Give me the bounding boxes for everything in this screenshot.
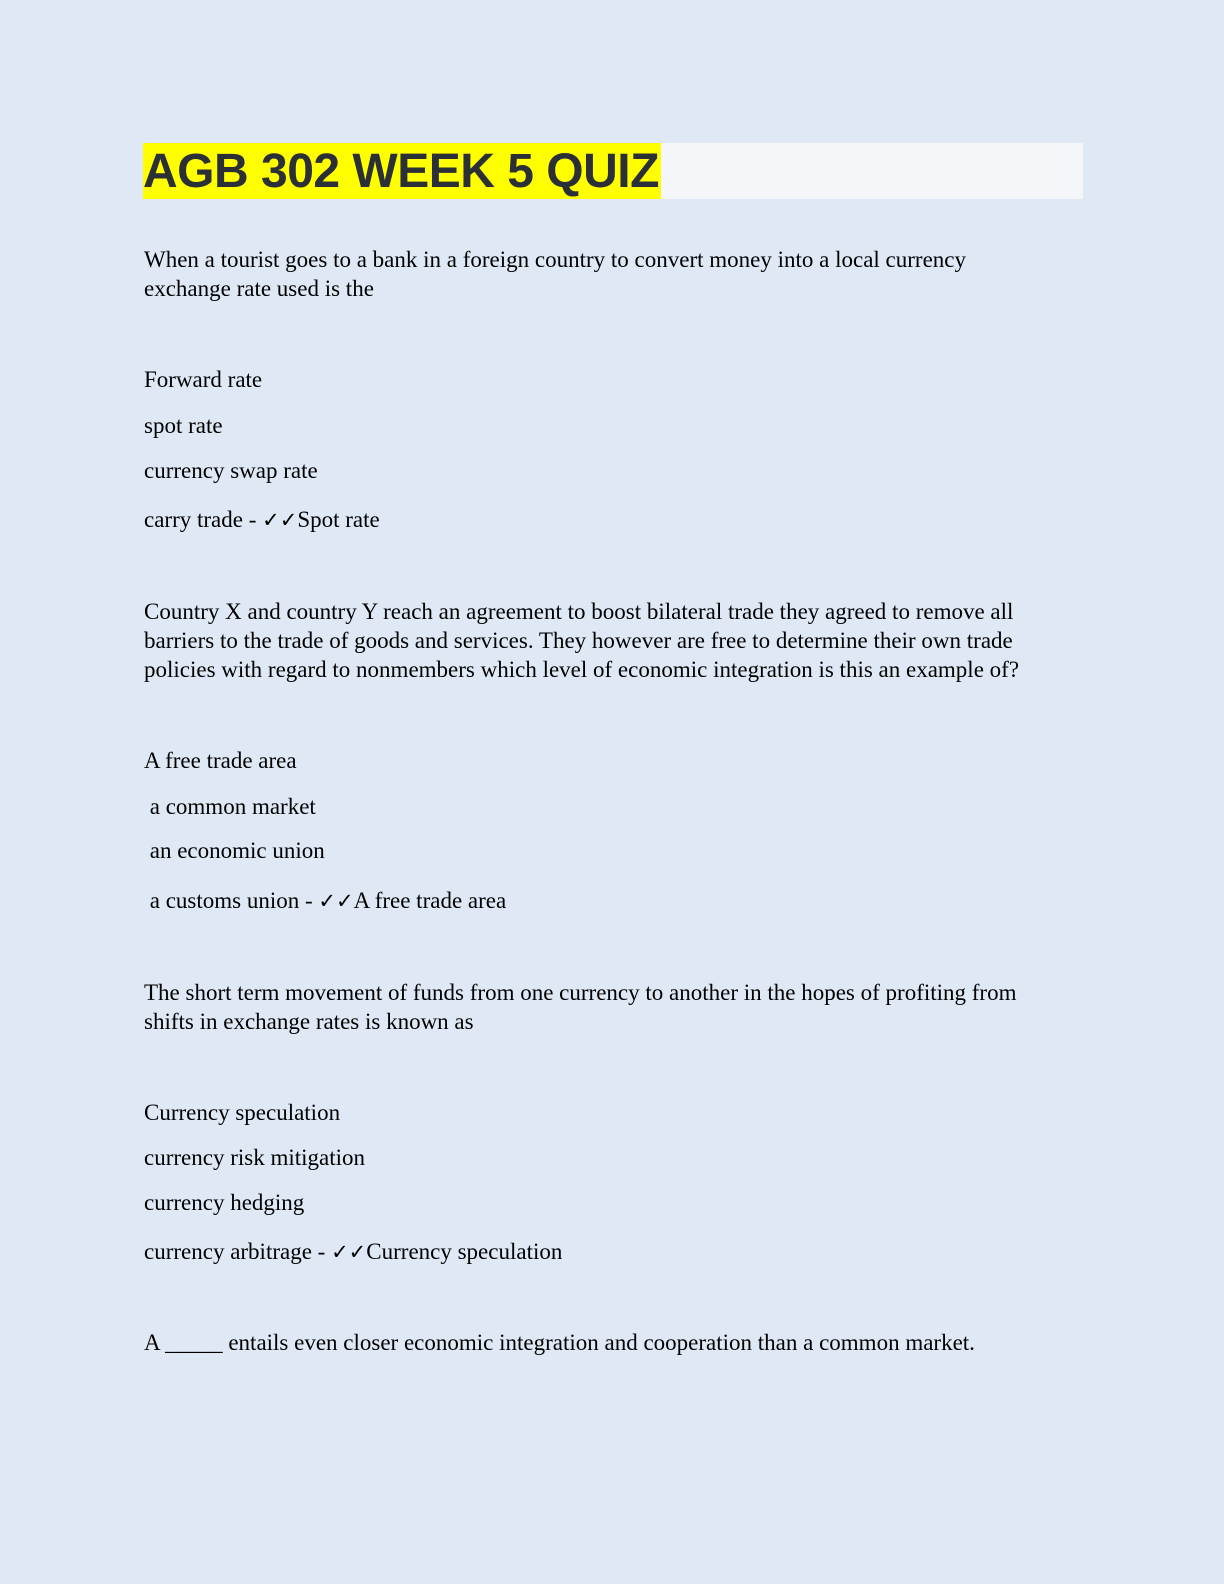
option-item: currency swap rate — [144, 458, 318, 483]
option-item: currency risk mitigation — [144, 1145, 365, 1170]
option-item: currency hedging — [144, 1190, 305, 1215]
option-item: Forward rate — [144, 367, 263, 392]
question-text: The short term movement of funds from one currency to another in the hopes of profiting from — [144, 980, 1017, 1005]
question-text: exchange rate used is the — [144, 276, 374, 301]
question-text: policies with regard to nonmembers which level of economic integration is this an example of? — [144, 657, 1020, 682]
option-with-answer — [144, 1237, 562, 1267]
answer-text: Currency speculation — [366, 1239, 563, 1264]
title-bar — [143, 143, 1083, 199]
question-text: Country X and country Y reach an agreement to boost bilateral trade they agreed to remove all — [144, 599, 1014, 624]
answer-text: A free trade area — [353, 888, 507, 913]
answer-text: Spot rate — [297, 507, 380, 532]
double-check-icon: ✓✓ — [262, 508, 298, 532]
option-item: spot rate — [144, 413, 223, 438]
question-text: A _____ entails even closer economic integration and cooperation than a common market. — [144, 1330, 975, 1355]
option-item: an economic union — [144, 838, 325, 863]
double-check-icon: ✓✓ — [331, 1240, 367, 1264]
double-check-icon: ✓✓ — [318, 889, 354, 913]
question-text: When a tourist goes to a bank in a foreign country to convert money into a local currency — [144, 247, 966, 272]
option-with-answer — [144, 886, 506, 916]
question-text: barriers to the trade of goods and services. They however are free to determine their own trade — [144, 628, 1013, 653]
option-item: A free trade area — [144, 748, 297, 773]
option-item: currency arbitrage - — [144, 1239, 332, 1264]
option-with-answer — [144, 505, 380, 535]
option-item: a customs union - — [144, 888, 319, 913]
option-item: carry trade - — [144, 507, 263, 532]
question-text: shifts in exchange rates is known as — [144, 1009, 474, 1034]
page-title: AGB 302 WEEK 5 QUIZ — [143, 145, 659, 198]
option-item: Currency speculation — [144, 1100, 341, 1125]
option-item: a common market — [144, 794, 316, 819]
